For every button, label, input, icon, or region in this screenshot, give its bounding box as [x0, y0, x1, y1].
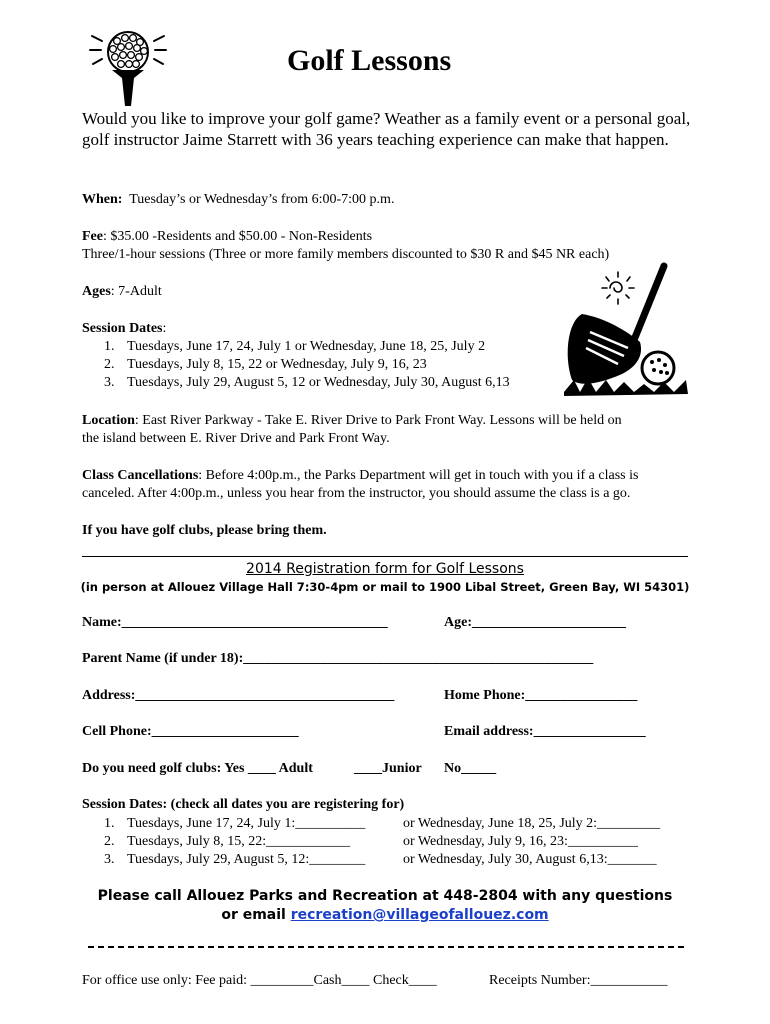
session-option-tuesday[interactable]: Tuesdays, June 17, 24, July 1:__________: [127, 816, 366, 831]
list-number: 3.: [104, 375, 115, 390]
golf-clubs-question[interactable]: Do you need golf clubs: Yes ____ Adult: [82, 761, 313, 776]
page-title: Golf Lessons: [287, 44, 452, 77]
session-date-item: [104, 375, 115, 391]
list-number: 3.: [104, 852, 115, 867]
email-address-field[interactable]: Email address:________________: [444, 724, 646, 739]
golf-ball-tee-icon: [88, 26, 168, 108]
session-date-text: Tuesdays, June 17, 24, July 1 or Wednesday, June 18, 25, July 2: [127, 339, 486, 354]
bring-clubs-note: If you have golf clubs, please bring them.: [82, 523, 327, 538]
cut-line: [88, 946, 684, 948]
ages-line: [82, 284, 162, 300]
golf-clubs-junior[interactable]: ____Junior: [354, 761, 422, 776]
session-option-tuesday[interactable]: Tuesdays, July 8, 15, 22:____________: [127, 834, 351, 849]
ages-value: : 7-Adult: [110, 284, 162, 299]
cell-phone-field[interactable]: Cell Phone:_____________________: [82, 724, 299, 739]
when-label: When:: [82, 192, 123, 207]
session-dates-heading: [82, 321, 166, 337]
golf-clubs-no[interactable]: No_____: [444, 761, 497, 776]
golf-club-ball-icon: [562, 262, 692, 402]
cancellations-label: Class Cancellations: [82, 468, 199, 483]
list-number: 1.: [104, 816, 115, 831]
section-divider: [82, 556, 688, 557]
name-field[interactable]: Name:______________________________________: [82, 615, 388, 630]
session-option-wednesday[interactable]: or Wednesday, June 18, 25, July 2:_________: [403, 816, 661, 831]
when-value: Tuesday’s or Wednesday’s from 6:00-7:00 p.m.: [129, 192, 395, 207]
office-fee-paid[interactable]: For office use only: Fee paid: _________Cash____ Check____: [82, 973, 437, 988]
session-option-wednesday[interactable]: or Wednesday, July 30, August 6,13:_______: [403, 852, 657, 867]
session-date-text: Tuesdays, July 29, August 5, 12 or Wednesday, July 30, August 6,13: [127, 375, 510, 390]
session-dates-label: Session Dates: [82, 321, 163, 336]
address-field[interactable]: Address:_____________________________________: [82, 688, 395, 703]
home-phone-field[interactable]: Home Phone:________________: [444, 688, 638, 703]
age-field[interactable]: Age:______________________: [444, 615, 626, 630]
fee-label: Fee: [82, 229, 103, 244]
intro-paragraph: Would you like to improve your golf game? Weather as a family event or a personal goal, golf instructor Jaime Starrett with 36 years teaching experience can make that happen.: [82, 109, 691, 149]
list-number: 2.: [104, 834, 115, 849]
location-line: [82, 413, 622, 429]
list-number: 2.: [104, 357, 115, 372]
location-text: : East River Parkway - Take E. River Drive to Park Front Way. Lessons will be held on: [134, 413, 622, 428]
session-date-text: Tuesdays, July 8, 15, 22 or Wednesday, July 9, 16, 23: [127, 357, 427, 372]
email-link[interactable]: recreation@villageofallouez.com: [290, 907, 549, 923]
form-session-label: Session Dates: (check all dates you are registering for): [82, 797, 405, 812]
session-option-wednesday[interactable]: or Wednesday, July 9, 16, 23:__________: [403, 834, 638, 849]
fee-line: [82, 229, 372, 245]
session-option-tuesday[interactable]: Tuesdays, July 29, August 5, 12:________: [127, 852, 366, 867]
contact-line: Please call Allouez Parks and Recreation at 448-2804 with any questions: [97, 888, 673, 904]
session-dates-colon: :: [162, 321, 167, 336]
location-text-2: the island between E. River Drive and Park Front Way.: [82, 431, 390, 446]
ages-label: Ages: [82, 284, 111, 299]
cancellations-text-2: canceled. After 4:00p.m., unless you hear from the instructor, you should assume the class is a go.: [82, 486, 631, 501]
list-number: 1.: [104, 339, 115, 354]
session-date-item: [104, 339, 115, 355]
location-label: Location: [82, 413, 135, 428]
office-receipts-number[interactable]: Receipts Number:___________: [489, 973, 668, 988]
fee-value: : $35.00 -Residents and $50.00 - Non-Residents: [102, 229, 373, 244]
fee-note: Three/1-hour sessions (Three or more family members discounted to $30 R and $45 NR each): [82, 247, 610, 262]
cancellations-line: [82, 468, 638, 484]
form-subheading: (in person at Allouez Village Hall 7:30-4pm or mail to 1900 Libal Street, Green Bay, WI 54301): [80, 580, 690, 594]
parent-name-field[interactable]: Parent Name (if under 18):__________________________________________________: [82, 651, 594, 666]
session-date-item: [104, 357, 115, 373]
contact-email-line: [0, 907, 770, 923]
when-line: [82, 192, 394, 208]
contact-email-prefix: or email: [221, 907, 291, 923]
cancellations-text: : Before 4:00p.m., the Parks Department will get in touch with you if a class is: [198, 468, 639, 483]
form-heading: 2014 Registration form for Golf Lessons: [246, 561, 524, 577]
